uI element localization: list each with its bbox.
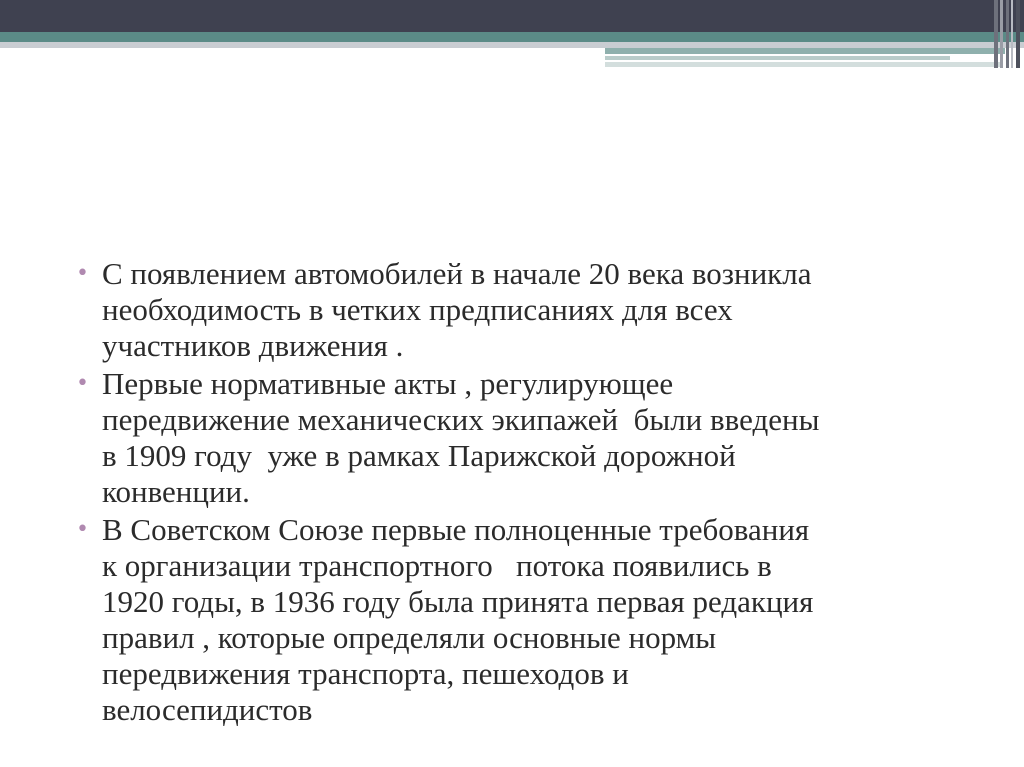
bullet-list [76, 256, 976, 730]
bullet-text-line: передвижения транспорта, пешеходов и [102, 656, 629, 691]
bullet-text-line: необходимость в четких предписаниях для всех [102, 292, 733, 327]
bullet-text-line: Первые нормативные акты , регулирующее [102, 366, 674, 401]
bullet-text-line: 1920 годы, в 1936 году была принята первая редакция [102, 584, 814, 619]
header-dark-band [0, 0, 1024, 32]
bullet-text-line: С появлением автомобилей в начале 20 века возникла [102, 256, 812, 291]
bullet-text-line: передвижение механических экипажей были введены [102, 402, 820, 437]
bullet-text-line: конвенции. [102, 474, 250, 509]
bullet-item [76, 366, 976, 510]
bullet-text-line: участников движения . [102, 328, 404, 363]
bullet-dot-icon: • [76, 261, 89, 286]
bullet-text-line: велосепидистов [102, 692, 313, 727]
bullet-text-line: к организации транспортного потока появились в [102, 548, 772, 583]
header-vertical-stripe [1006, 0, 1009, 68]
bullet-dot-icon: • [76, 517, 89, 542]
header-accent-line [605, 48, 1005, 54]
header-vertical-stripe [1000, 0, 1003, 68]
header-accent-line [605, 56, 950, 60]
header-vertical-stripe [1011, 0, 1013, 68]
bullet-item [76, 512, 976, 728]
bullet-text-line: в 1909 году уже в рамках Парижской дорожной [102, 438, 736, 473]
bullet-dot-icon: • [76, 371, 89, 396]
bullet-text-line: правил , которые определяли основные нормы [102, 620, 717, 655]
header-accent-line [605, 62, 1000, 67]
header-vertical-stripe [1016, 0, 1020, 68]
header-teal-band [0, 32, 1024, 42]
bullet-item [76, 256, 976, 364]
header-vertical-stripe [994, 0, 998, 68]
bullet-text-line: В Советском Союзе первые полноценные требования [102, 512, 810, 547]
